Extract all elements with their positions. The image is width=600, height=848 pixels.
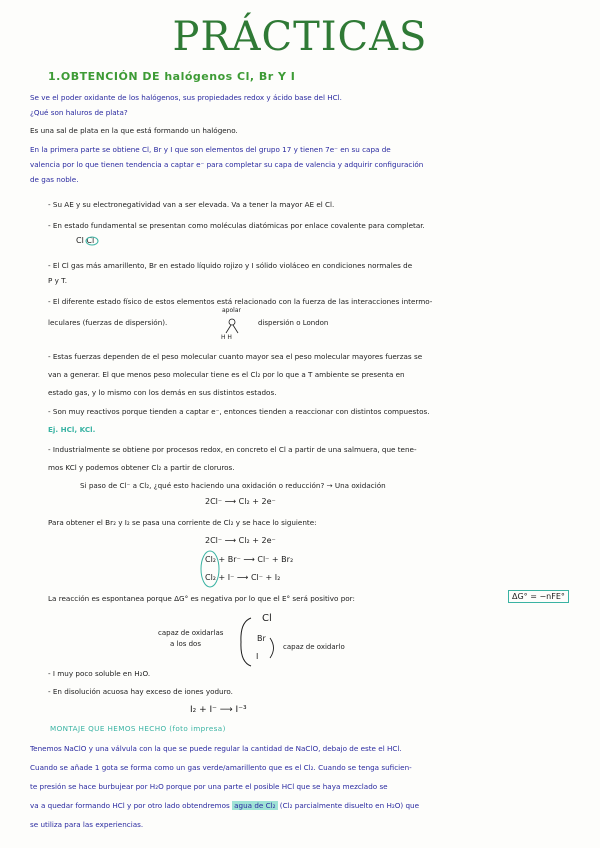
element-cl: Cl bbox=[262, 613, 272, 624]
montaje-line-4b: (Cl₂ parcialmente disuelto en H₂O) que bbox=[279, 801, 420, 810]
element-br: Br bbox=[257, 634, 266, 643]
bullet-diatomic: - En estado fundamental se presentan como moléculas diatómicas por enlace covalente para completar. bbox=[48, 221, 425, 230]
sub-bracket bbox=[268, 636, 280, 662]
apolar-label: apolar bbox=[222, 307, 241, 314]
line-para-2: valencia por lo que tienen tendencia a captar e⁻ para completar su capa de valencia y adquirir configuración bbox=[30, 160, 424, 169]
highlight-agua-cl2: agua de Cl₂ bbox=[234, 801, 276, 810]
bullet-ae: - Su AE y su electronegatividad van a ser elevada. Va a tener la mayor AE el Cl. bbox=[48, 200, 335, 209]
bullet-mw-2: van a generar. El que menos peso molecular tiene es el Cl₂ por lo que a T ambiente se presenta en bbox=[48, 370, 405, 379]
bullet-states-2: P y T. bbox=[48, 276, 67, 285]
page-title: PRÁCTICAS bbox=[172, 14, 428, 60]
line-para-1: En la primera parte se obtiene Cl, Br y I que son elementos del grupo 17 y tienen 7e⁻ en su capa de bbox=[30, 145, 391, 154]
equation-5: I₂ + I⁻ ⟶ I⁻³ bbox=[190, 705, 247, 715]
dispersion-label: dispersión o London bbox=[258, 319, 329, 327]
equation-2: 2Cl⁻ ⟶ Cl₂ + 2e⁻ bbox=[205, 536, 276, 545]
hh-label: H H bbox=[221, 334, 232, 341]
bullet-reactive: - Son muy reactivos porque tienden a captar e⁻, entonces tienden a reaccionar con distintos compuestos. bbox=[48, 407, 430, 416]
spontaneous-text: La reacción es espontanea porque ΔG° es negativa por lo que el E° será positivo por: bbox=[48, 594, 355, 603]
bullet-mw-3: estado gas, y lo mismo con los demás en sus distintos estados. bbox=[48, 388, 277, 397]
montaje-line-2: Cuando se añade 1 gota se forma como un gas verde/amarillento que es el Cl₂. Cuando se tenga suficien- bbox=[30, 763, 412, 772]
capaz-label-2: a los dos bbox=[170, 640, 201, 648]
oxidation-question: Si paso de Cl⁻ a Cl₂, ¿qué esto haciendo una oxidación o reducción? → Una oxidación bbox=[80, 481, 386, 490]
paragraph-br-i: Para obtener el Br₂ y I₂ se pasa una corriente de Cl₂ y se hace lo siguiente: bbox=[48, 518, 317, 527]
section-title: OBTENCIÓN DE halógenos Cl, Br Y I bbox=[60, 70, 296, 83]
montaje-line-5: se utiliza para las experiencias. bbox=[30, 820, 144, 829]
line-intro-1: Se ve el poder oxidante de los halógenos, sus propiedades redox y ácido base del HCl. bbox=[30, 93, 342, 102]
equation-1: 2Cl⁻ ⟶ Cl₂ + 2e⁻ bbox=[205, 497, 276, 506]
montaje-line-4 bbox=[30, 801, 588, 811]
montaje-line-1: Tenemos NaClO y una válvula con la que se puede regular la cantidad de NaClO, debajo de este el HCl. bbox=[30, 744, 402, 753]
section-number: 1. bbox=[48, 70, 61, 83]
bullet-states-1: - El Cl gas más amarillento, Br en estado líquido rojizo y I sólido violáceo en condiciones normales de bbox=[48, 261, 413, 270]
bullet-iodide-excess: - En disolución acuosa hay exceso de iones yoduro. bbox=[48, 687, 233, 696]
brace-bracket bbox=[238, 616, 254, 668]
bond-ellipse bbox=[85, 236, 101, 248]
cl2-highlight-oval bbox=[199, 550, 221, 590]
diatomic-molecule: Cl Cl bbox=[76, 236, 95, 245]
bullet-forces-1: - El diferente estado físico de estos elementos está relacionado con la fuerza de las interacciones intermo- bbox=[48, 297, 433, 306]
montaje-line-4a: va a quedar formando HCl y por otro lado obtendremos bbox=[30, 801, 230, 810]
line-answer: Es una sal de plata en la que está formando un halógeno. bbox=[30, 126, 238, 135]
line-para-3: de gas noble. bbox=[30, 175, 79, 184]
montaje-line-3: te presión se hace burbujear por H₂O porque por una parte el posible HCl que se haya mezclado se bbox=[30, 782, 388, 791]
gibbs-equation-box: ΔG° = −nFE° bbox=[508, 590, 569, 603]
bullet-mw-1: - Estas fuerzas dependen de el peso molecular cuanto mayor sea el peso molecular mayores fuerzas se bbox=[48, 352, 423, 361]
bullet-industrial-1: - Industrialmente se obtiene por procesos redox, en concreto el Cl a partir de una salmuera, que tene- bbox=[48, 445, 417, 454]
section-heading bbox=[48, 70, 295, 83]
example-label: Ej. HCl, KCl. bbox=[48, 425, 96, 434]
element-i: I bbox=[256, 652, 259, 661]
bullet-forces-2: leculares (fuerzas de dispersión). bbox=[48, 318, 168, 327]
equation-4: Cl₂ + I⁻ ⟶ Cl⁻ + I₂ bbox=[205, 573, 281, 582]
equation-3: Cl₂ + Br⁻ ⟶ Cl⁻ + Br₂ bbox=[205, 555, 294, 564]
bullet-iodine-soluble: - I muy poco soluble en H₂O. bbox=[48, 669, 151, 678]
capaz-label-1: capaz de oxidarlas bbox=[158, 629, 224, 637]
line-question: ¿Qué son haluros de plata? bbox=[30, 108, 128, 117]
capaz-label-3: capaz de oxidarlo bbox=[283, 643, 345, 651]
montaje-heading: MONTAJE QUE HEMOS HECHO (foto impresa) bbox=[50, 724, 226, 733]
bullet-industrial-2: mos KCl y podemos obtener Cl₂ a partir de cloruros. bbox=[48, 463, 235, 472]
